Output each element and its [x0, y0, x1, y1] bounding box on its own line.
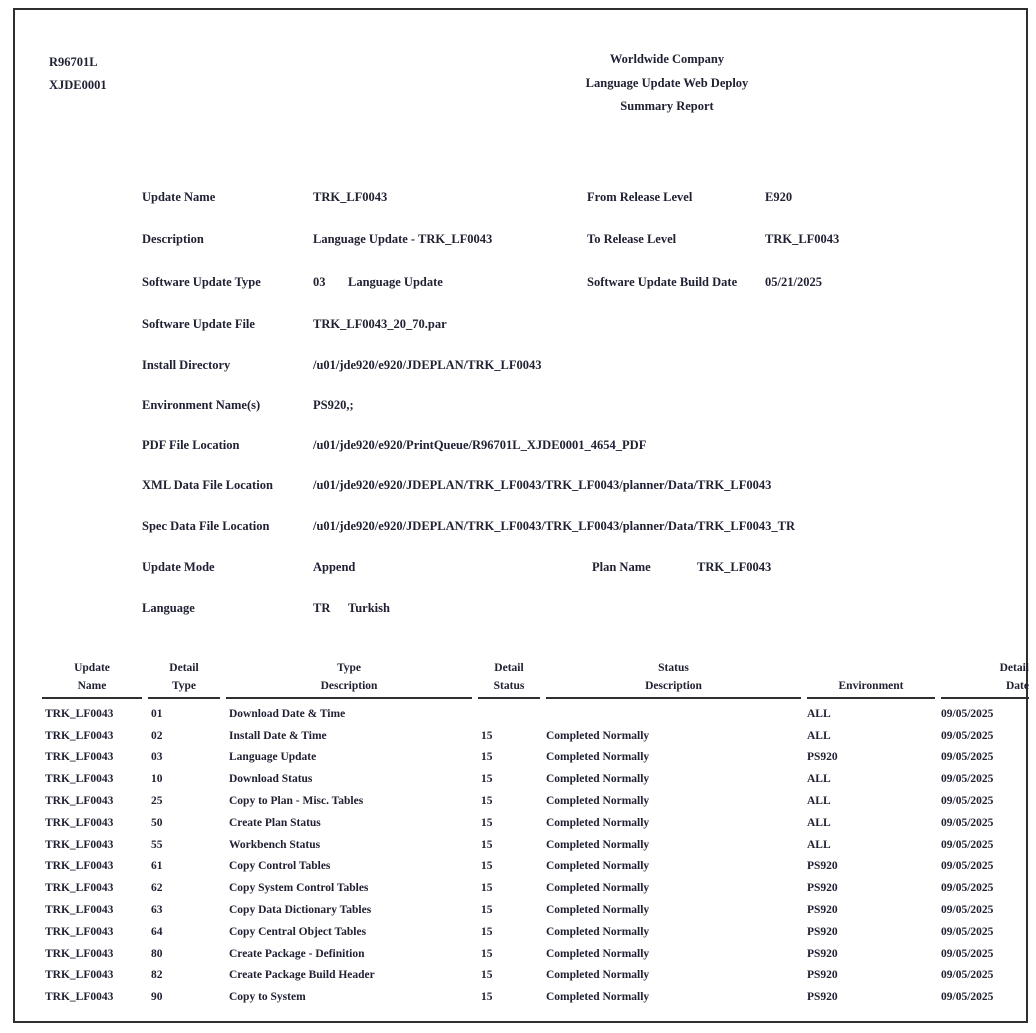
table-cell: ALL: [807, 816, 831, 829]
detail-table: [36, 660, 1035, 1008]
summary-field-row: [0, 519, 1036, 537]
field-label: Spec Data File Location: [142, 519, 270, 533]
table-cell: 82: [151, 969, 163, 982]
table-row: [42, 812, 1029, 834]
table-cell: 15: [481, 751, 493, 764]
detail-table-header: [42, 660, 1029, 699]
summary-field-row: [0, 438, 1036, 456]
table-cell: ALL: [807, 795, 831, 808]
table-cell: Completed Normally: [546, 860, 650, 873]
table-cell: 61: [151, 860, 163, 873]
column-header-line1: Detail: [494, 662, 524, 674]
table-cell: Copy System Control Tables: [229, 882, 369, 895]
table-cell: Completed Normally: [546, 751, 650, 764]
table-row: [42, 725, 1029, 747]
summary-field-row: [0, 560, 1036, 578]
table-row: [42, 856, 1029, 878]
table-cell: PS920: [807, 991, 838, 1004]
column-header-line1: Status: [658, 662, 689, 674]
table-cell: 09/05/2025: [941, 816, 994, 829]
table-cell: 15: [481, 795, 493, 808]
column-header: [148, 660, 220, 699]
table-cell: Completed Normally: [546, 816, 650, 829]
table-cell: 50: [151, 816, 163, 829]
table-cell: ALL: [807, 707, 831, 720]
table-row: [42, 834, 1029, 856]
table-cell: 15: [481, 925, 493, 938]
column-header-line2: Description: [645, 679, 702, 692]
table-cell: Copy to Plan - Misc. Tables: [229, 795, 364, 808]
field-value: Language Update - TRK_LF0043: [313, 232, 493, 246]
report-title: Language Update Web Deploy: [585, 76, 749, 90]
table-cell: 09/05/2025: [941, 729, 994, 742]
column-header: [807, 660, 935, 699]
table-cell: TRK_LF0043: [45, 991, 114, 1004]
report-version-id: XJDE0001: [49, 78, 107, 92]
summary-field-row: [0, 232, 1036, 250]
field-label: Software Update Build Date: [587, 275, 738, 289]
table-cell: 15: [481, 882, 493, 895]
table-cell: TRK_LF0043: [45, 925, 114, 938]
field-value-secondary: Turkish: [348, 601, 390, 615]
table-cell: PS920: [807, 969, 838, 982]
column-header: [546, 660, 801, 699]
table-row: [42, 921, 1029, 943]
table-cell: PS920: [807, 860, 838, 873]
table-cell: 09/05/2025: [941, 925, 994, 938]
table-cell: ALL: [807, 729, 831, 742]
table-cell: Copy Control Tables: [229, 860, 331, 873]
table-cell: PS920: [807, 947, 838, 960]
column-header-line2: Date: [1006, 679, 1029, 692]
field-value: TR: [313, 601, 331, 615]
table-cell: Completed Normally: [546, 991, 650, 1004]
table-cell: 15: [481, 947, 493, 960]
field-label: Environment Name(s): [142, 398, 261, 412]
table-cell: TRK_LF0043: [45, 904, 114, 917]
table-cell: 62: [151, 882, 163, 895]
field-value: 05/21/2025: [765, 275, 822, 289]
table-cell: 15: [481, 816, 493, 829]
table-cell: 10: [151, 773, 163, 786]
report-program-id: R96701L: [49, 55, 98, 69]
summary-field-row: [0, 190, 1036, 208]
table-cell: Workbench Status: [229, 838, 321, 851]
column-header-line2: Description: [320, 679, 378, 692]
table-cell: TRK_LF0043: [45, 860, 114, 873]
summary-field-row: [0, 398, 1036, 416]
table-cell: Download Status: [229, 773, 313, 786]
summary-field-row: [0, 317, 1036, 335]
column-header-line1: Detail: [999, 662, 1029, 674]
table-cell: 15: [481, 860, 493, 873]
field-label: To Release Level: [587, 232, 677, 246]
table-row: [42, 699, 1029, 725]
field-label: Update Mode: [142, 560, 215, 574]
table-cell: 09/05/2025: [941, 991, 994, 1004]
field-label: Software Update Type: [142, 275, 261, 289]
table-cell: 63: [151, 904, 163, 917]
table-row: [42, 747, 1029, 769]
table-cell: ALL: [807, 773, 831, 786]
field-value: 03: [313, 275, 326, 289]
table-cell: Completed Normally: [546, 882, 650, 895]
table-cell: 02: [151, 729, 163, 742]
field-value: TRK_LF0043_20_70.par: [313, 317, 447, 331]
table-cell: 01: [151, 707, 163, 720]
field-label: Update Name: [142, 190, 216, 204]
summary-field-row: [0, 358, 1036, 376]
table-cell: Language Update: [229, 751, 317, 764]
column-header-line2: Status: [493, 679, 525, 692]
company-name: Worldwide Company: [609, 52, 725, 66]
field-label: XML Data File Location: [142, 478, 273, 492]
table-cell: Create Plan Status: [229, 816, 321, 829]
column-header-line2: Type: [171, 679, 197, 692]
field-label: Install Directory: [142, 358, 231, 372]
table-row: [42, 899, 1029, 921]
table-cell: Download Date & Time: [229, 707, 346, 720]
table-cell: TRK_LF0043: [45, 707, 114, 720]
table-cell: Completed Normally: [546, 904, 650, 917]
table-cell: PS920: [807, 882, 838, 895]
table-cell: [546, 699, 801, 725]
table-cell: ALL: [807, 838, 831, 851]
table-cell: 09/05/2025: [941, 707, 994, 720]
table-cell: TRK_LF0043: [45, 729, 114, 742]
column-header-line1: Environment: [838, 679, 904, 692]
table-cell: Completed Normally: [546, 947, 650, 960]
field-value: /u01/jde920/e920/JDEPLAN/TRK_LF0043: [313, 358, 542, 372]
column-header-line1: Update: [74, 662, 110, 674]
table-cell: 09/05/2025: [941, 904, 994, 917]
table-cell: 09/05/2025: [941, 751, 994, 764]
table-cell: Completed Normally: [546, 795, 650, 808]
field-value: PS920,;: [313, 398, 354, 412]
table-cell: TRK_LF0043: [45, 795, 114, 808]
field-label: Software Update File: [142, 317, 255, 331]
table-cell: 15: [481, 904, 493, 917]
table-row: [42, 877, 1029, 899]
table-cell: TRK_LF0043: [45, 773, 114, 786]
table-cell: TRK_LF0043: [45, 838, 114, 851]
table-cell: Copy Data Dictionary Tables: [229, 904, 372, 917]
table-cell: Copy to System: [229, 991, 306, 1004]
field-value: E920: [765, 190, 793, 204]
table-cell: 15: [481, 838, 493, 851]
column-header-line2: Name: [77, 679, 107, 692]
table-cell: Copy Central Object Tables: [229, 925, 367, 938]
table-row: [42, 965, 1029, 987]
table-cell: 15: [481, 729, 493, 742]
field-value: TRK_LF0043: [697, 560, 772, 574]
column-header: [226, 660, 472, 699]
table-cell: 09/05/2025: [941, 947, 994, 960]
table-row: [42, 768, 1029, 790]
table-cell: Completed Normally: [546, 838, 650, 851]
summary-field-row: [0, 275, 1036, 293]
field-value: /u01/jde920/e920/JDEPLAN/TRK_LF0043/TRK_LF0043/planner/Data/TRK_LF0043_TR: [313, 519, 795, 533]
column-header-line1: Detail: [169, 662, 199, 674]
field-value: TRK_LF0043: [313, 190, 388, 204]
table-cell: 90: [151, 991, 163, 1004]
table-cell: 80: [151, 947, 163, 960]
table-cell: 55: [151, 838, 163, 851]
table-cell: 25: [151, 795, 163, 808]
table-cell: TRK_LF0043: [45, 947, 114, 960]
column-header: [478, 660, 540, 699]
summary-field-row: [0, 601, 1036, 619]
field-label: From Release Level: [587, 190, 693, 204]
summary-field-row: [0, 478, 1036, 496]
table-cell: [478, 699, 540, 725]
table-row: [42, 943, 1029, 965]
table-cell: Create Package - Definition: [229, 947, 365, 960]
table-cell: 15: [481, 773, 493, 786]
field-label: Plan Name: [592, 560, 651, 574]
table-row: [42, 986, 1029, 1008]
table-cell: 09/05/2025: [941, 860, 994, 873]
table-cell: Install Date & Time: [229, 729, 327, 742]
table-cell: Completed Normally: [546, 773, 650, 786]
table-cell: Completed Normally: [546, 969, 650, 982]
table-cell: Completed Normally: [546, 729, 650, 742]
table-cell: TRK_LF0043: [45, 816, 114, 829]
table-cell: 15: [481, 991, 493, 1004]
table-cell: 09/05/2025: [941, 773, 994, 786]
table-cell: 09/05/2025: [941, 795, 994, 808]
table-cell: 09/05/2025: [941, 882, 994, 895]
table-cell: Completed Normally: [546, 925, 650, 938]
table-cell: 09/05/2025: [941, 969, 994, 982]
table-cell: 64: [151, 925, 163, 938]
table-cell: PS920: [807, 925, 838, 938]
field-label: Description: [142, 232, 204, 246]
table-cell: Create Package Build Header: [229, 969, 375, 982]
table-cell: TRK_LF0043: [45, 751, 114, 764]
table-cell: 09/05/2025: [941, 838, 994, 851]
table-cell: TRK_LF0043: [45, 882, 114, 895]
column-header-line1: Type: [336, 662, 362, 674]
report-subtitle: Summary Report: [620, 99, 714, 113]
table-cell: 15: [481, 969, 493, 982]
field-label: PDF File Location: [142, 438, 240, 452]
field-label: Language: [142, 601, 195, 615]
field-value: Append: [313, 560, 356, 574]
field-value: TRK_LF0043: [765, 232, 840, 246]
table-cell: 03: [151, 751, 163, 764]
table-cell: TRK_LF0043: [45, 969, 114, 982]
table-row: [42, 790, 1029, 812]
column-header: [941, 660, 1029, 699]
field-value: /u01/jde920/e920/JDEPLAN/TRK_LF0043/TRK_LF0043/planner/Data/TRK_LF0043: [313, 478, 772, 492]
field-value-secondary: Language Update: [348, 275, 443, 289]
column-header: [42, 660, 142, 699]
field-value: /u01/jde920/e920/PrintQueue/R96701L_XJDE0001_4654_PDF: [313, 438, 647, 452]
table-cell: PS920: [807, 904, 838, 917]
table-cell: PS920: [807, 751, 838, 764]
